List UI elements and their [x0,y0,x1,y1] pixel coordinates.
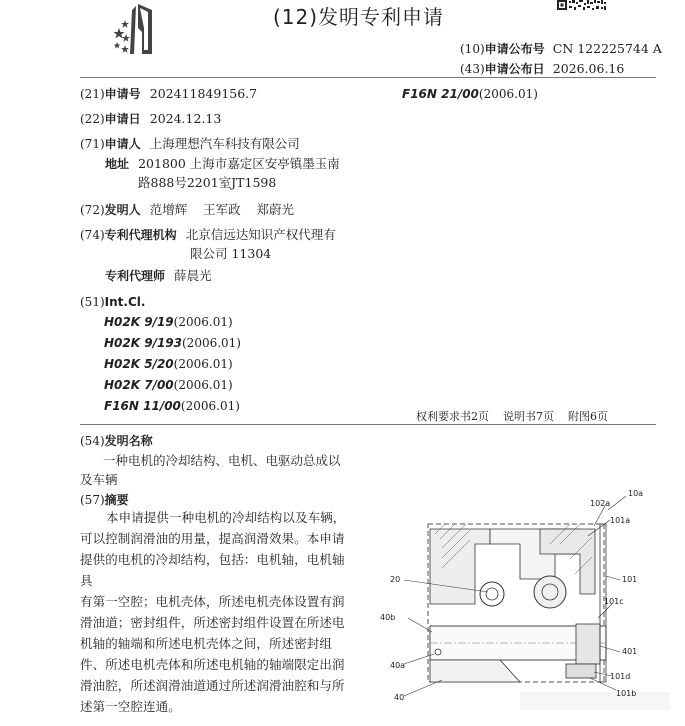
abstract-line: 有第一空腔；电机壳体，所述电机壳体设置有润 [80,594,345,609]
qr-code [557,0,607,12]
document-title: (12)发明专利申请 [273,5,445,29]
header-divider [80,77,656,78]
application-date: (22)申请日 2024.12.13 [80,111,222,126]
ipc-entry: H02K 9/193(2006.01) [104,336,241,350]
publication-number: (10)申请公布号 CN 122225744 A [460,41,662,56]
publication-date: (43)申请公布日 2026.06.16 [460,61,625,76]
invention-title-line2: 及车辆 [80,472,118,487]
invention-title-heading: (54)发明名称 [80,434,153,448]
inventors: (72)发明人 范增辉 王军政 郑蔚光 [80,202,295,217]
abstract-line: 本申请提供一种电机的冷却结构以及车辆， [106,510,346,525]
ipc-entry: H02K 9/19(2006.01) [104,315,233,329]
abstract-line: 件、所述电机壳体和所述电机轴的轴端限定出润 [80,657,345,672]
label-101d: 101d [610,672,631,681]
ipc-entry: H02K 5/20(2006.01) [104,357,233,371]
patent-agency: (74)专利代理机构 北京信远达知识产权代理有 [80,227,336,242]
pages-info: 权利要求书2页 说明书7页 附图6页 [416,410,608,423]
abstract-line: 提供的电机的冷却结构，包括：电机轴，电机轴具 [80,552,345,588]
label-401: 401 [622,647,638,656]
label-40: 40 [394,693,405,702]
section-divider [80,424,656,425]
label-40a: 40a [390,661,406,670]
abstract-heading: (57)摘要 [80,493,129,507]
address: 地址 201800 上海市嘉定区安亭镇墨玉南 [105,156,340,171]
application-number: (21)申请号 202411849156.7 [80,86,258,101]
label-101b: 101b [616,689,637,698]
label-101: 101 [622,575,638,584]
label-40b: 40b [380,613,396,622]
abstract-line: 述第一空腔连通。 [80,699,181,714]
applicant: (71)申请人 上海理想汽车科技有限公司 [80,136,300,151]
ipc-entry-right: F16N 21/00(2006.01) [402,87,538,101]
abstract-line: 滑油腔，所述润滑油道通过所述润滑油腔和与所 [80,678,345,693]
patent-agency-line2: 限公司 11304 [190,246,272,261]
abstract-figure [380,484,670,720]
patent-agent: 专利代理师 薛晨光 [105,268,212,283]
invention-title-line1: 一种电机的冷却结构、电机、电驱动总成以 [103,453,341,468]
label-101a: 101a [610,516,631,525]
cnipa-logo [112,2,164,58]
abstract-line: 可以控制润滑油的用量，提高润滑效果。本申请 [80,531,345,546]
abstract-text [80,507,346,717]
ipc-entry: F16N 11/00(2006.01) [104,399,240,413]
label-101c: 101c [604,597,624,606]
label-10a: 10a [628,489,644,498]
int-cl-heading: (51)Int.Cl. [80,295,146,309]
label-102a: 102a [590,499,611,508]
ipc-list [104,311,241,416]
ipc-entry: H02K 7/00(2006.01) [104,378,233,392]
abstract-line: 滑油道；密封组件，所述密封组件设置在所述电 [80,615,345,630]
address-line2: 路888号2201室JT1598 [138,175,277,190]
abstract-line: 机轴的轴端和所述电机壳体之间，所述密封组 [80,636,333,651]
label-20: 20 [390,575,401,584]
